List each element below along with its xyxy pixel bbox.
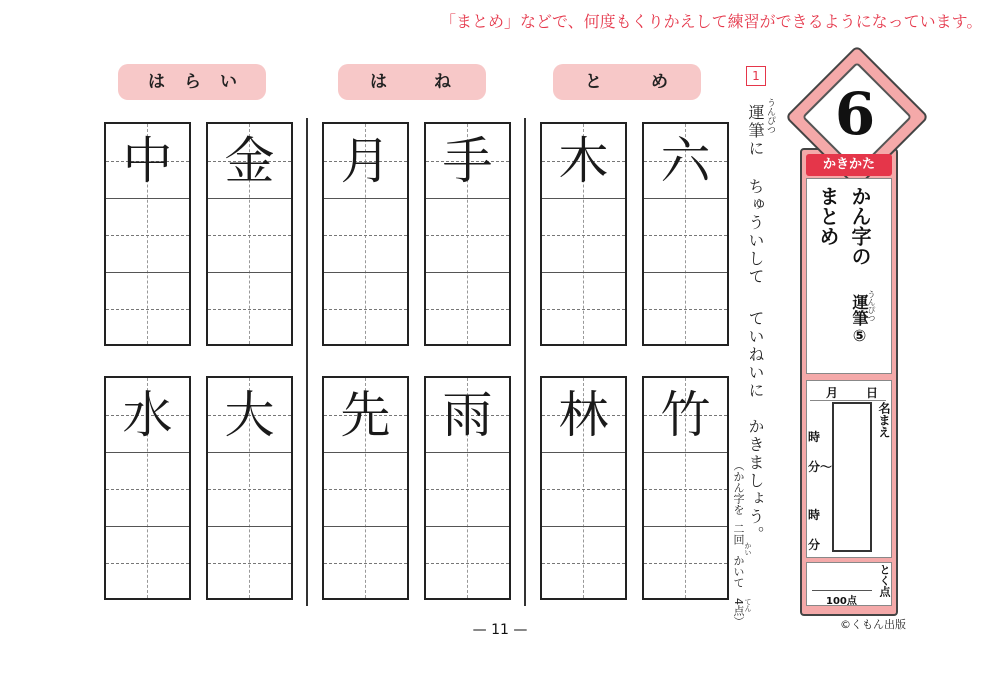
name-field[interactable]	[832, 402, 872, 552]
time-end-hour: 時	[808, 508, 821, 522]
time-end-min: 分	[808, 538, 821, 552]
practice-column[interactable]	[642, 376, 729, 600]
group-separator	[524, 118, 526, 606]
group-separator	[306, 118, 308, 606]
category-char: め	[651, 72, 668, 92]
note-mid: かいて	[732, 555, 745, 588]
lesson-number: 6	[834, 80, 876, 148]
title-line-2: まとめ	[816, 186, 840, 246]
category-harai	[118, 64, 266, 100]
model-kanji: 林	[558, 386, 609, 444]
model-kanji: 中	[122, 132, 173, 190]
instruction-text-3: ていねいに	[746, 310, 765, 400]
model-kanji: 雨	[442, 386, 493, 444]
title-line-1: かん字の	[848, 186, 872, 266]
date-day: 日	[866, 386, 879, 400]
score-line	[812, 590, 872, 591]
model-kanji: 手	[442, 132, 493, 190]
category-char: ら	[184, 72, 201, 92]
model-kanji: 竹	[660, 386, 711, 444]
category-char: は	[148, 72, 165, 92]
problem-number: 1	[746, 66, 766, 86]
date-row	[810, 384, 886, 401]
practice-column[interactable]	[642, 122, 729, 346]
practice-column[interactable]	[206, 376, 293, 600]
instruction-text-1: 運筆に	[746, 104, 765, 158]
practice-column[interactable]	[104, 122, 191, 346]
practice-column[interactable]	[206, 122, 293, 346]
copyright: ©くもん出版	[840, 618, 906, 631]
name-label: 名まえ	[877, 402, 891, 438]
note-count: 二回	[732, 523, 745, 545]
category-tome	[553, 64, 701, 100]
model-kanji: 六	[660, 132, 711, 190]
model-kanji: 木	[558, 132, 609, 190]
practice-column[interactable]	[540, 376, 627, 600]
ruby-ten: てん	[744, 598, 752, 612]
note-points: 4点	[732, 598, 745, 616]
practice-column[interactable]	[540, 122, 627, 346]
note-prefix: （かん字を	[732, 460, 745, 515]
top-note: 「まとめ」などで、何度もくりかえして練習ができるようになっています。	[440, 12, 983, 31]
category-char: ね	[434, 72, 451, 92]
category-char: は	[370, 72, 387, 92]
practice-column[interactable]	[104, 376, 191, 600]
model-kanji: 先	[340, 386, 391, 444]
practice-column[interactable]	[424, 122, 511, 346]
note-suffix: ）	[732, 616, 745, 627]
model-kanji: 大	[224, 386, 275, 444]
date-month: 月	[826, 386, 839, 400]
ruby-kai: かい	[744, 542, 752, 556]
model-kanji: 金	[224, 132, 275, 190]
category-char: と	[585, 72, 602, 92]
time-start-hour: 時	[808, 430, 821, 444]
model-kanji: 月	[340, 132, 391, 190]
model-kanji: 水	[122, 386, 173, 444]
score-max: 100点	[826, 596, 857, 607]
subtitle: 運筆⑤	[850, 294, 869, 345]
instruction-text-2: ちゅういして	[746, 178, 765, 286]
practice-column[interactable]	[322, 376, 409, 600]
category-hane	[338, 64, 486, 100]
instruction-text-4: かきましょう。	[746, 418, 765, 544]
time-start-min: 分～	[808, 460, 833, 474]
subtitle-ruby: うんぴつ	[867, 290, 876, 322]
practice-column[interactable]	[424, 376, 511, 600]
practice-column[interactable]	[322, 122, 409, 346]
page-number: — 11 —	[472, 622, 528, 638]
category-char: い	[220, 72, 237, 92]
ruby-unpitsu: うんぴつ	[765, 98, 775, 134]
score-label: とく点	[878, 564, 891, 597]
subject-label: かきかた	[806, 154, 892, 176]
